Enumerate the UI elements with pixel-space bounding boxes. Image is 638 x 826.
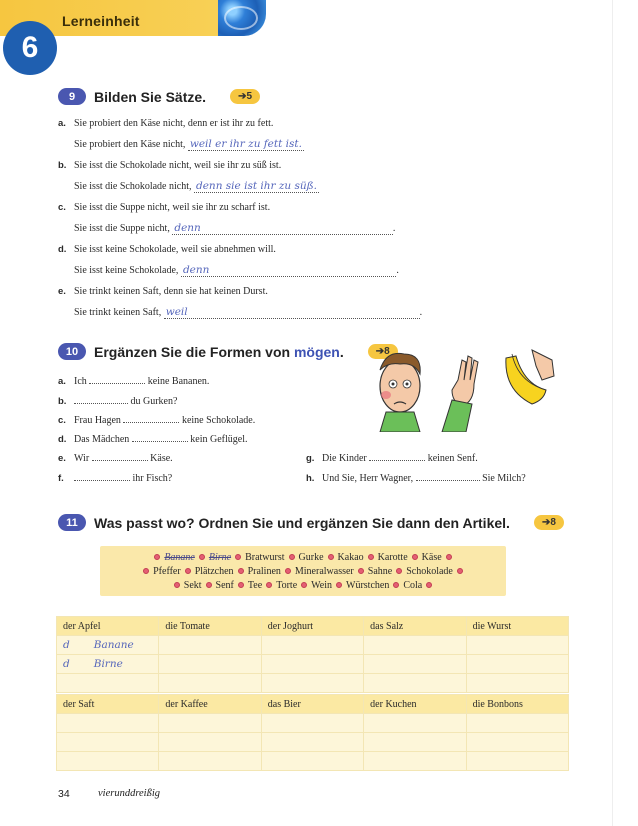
sentence-end: . bbox=[419, 307, 423, 318]
sentence-end: . bbox=[396, 265, 399, 276]
table-cell[interactable] bbox=[261, 752, 363, 771]
table-cell[interactable] bbox=[159, 714, 261, 733]
category-table-1 bbox=[56, 616, 569, 693]
table-cell[interactable] bbox=[466, 636, 568, 655]
sentence-start: Die Kinder bbox=[322, 453, 370, 464]
answer-blank[interactable] bbox=[89, 374, 145, 384]
bullet-icon bbox=[174, 582, 180, 588]
table-cell[interactable] bbox=[364, 674, 466, 693]
fill-in-line bbox=[58, 471, 172, 484]
bullet-icon bbox=[154, 554, 160, 560]
word-line-1 bbox=[100, 552, 506, 563]
bullet-icon bbox=[206, 582, 212, 588]
word-line-2 bbox=[100, 566, 506, 577]
answer-prefix: Sie probiert den Käse nicht, bbox=[74, 139, 188, 150]
item-letter: h. bbox=[306, 473, 315, 484]
page-number: 34 bbox=[58, 788, 70, 800]
unit-number-badge: 6 bbox=[3, 21, 57, 75]
bullet-icon bbox=[412, 554, 418, 560]
bullet-icon bbox=[266, 582, 272, 588]
answer-line bbox=[58, 138, 304, 151]
bullet-icon bbox=[289, 554, 295, 560]
word-item: Karotte bbox=[377, 552, 408, 563]
exercise-title: Bilden Sie Sätze. bbox=[94, 88, 207, 105]
exercise-number: 9 bbox=[58, 88, 86, 105]
sentence-start: Das Mädchen bbox=[74, 434, 132, 445]
item-letter: e. bbox=[58, 453, 66, 464]
item-letter: d. bbox=[58, 434, 67, 445]
table-cell[interactable] bbox=[57, 752, 159, 771]
question-text: Sie isst die Schokolade nicht, weil sie ihr zu süß ist. bbox=[74, 160, 282, 171]
table-cell[interactable] bbox=[57, 733, 159, 752]
table-cell[interactable] bbox=[261, 714, 363, 733]
word-item: Plätzchen bbox=[194, 566, 234, 577]
table-cell[interactable] bbox=[364, 733, 466, 752]
bullet-icon bbox=[199, 554, 205, 560]
bullet-icon bbox=[358, 568, 364, 574]
table-cell[interactable] bbox=[261, 674, 363, 693]
word-item: Mineralwasser bbox=[294, 566, 354, 577]
bullet-icon bbox=[143, 568, 149, 574]
table-cell[interactable] bbox=[466, 733, 568, 752]
sentence-end: kein Geflügel. bbox=[187, 434, 248, 445]
answer-blank[interactable] bbox=[164, 306, 420, 319]
bullet-icon bbox=[235, 554, 241, 560]
word-item: Banane bbox=[164, 552, 195, 563]
word-item: Käse bbox=[421, 552, 442, 563]
answer-prefix: Sie isst die Suppe nicht, bbox=[74, 223, 173, 234]
item-letter: e. bbox=[58, 286, 66, 297]
answer-prefix: Sie trinkt keinen Saft, bbox=[74, 307, 164, 318]
table-cell[interactable] bbox=[466, 674, 568, 693]
word-item: Senf bbox=[215, 580, 234, 591]
answer-line bbox=[58, 222, 395, 235]
bullet-icon bbox=[426, 582, 432, 588]
item-letter: d. bbox=[58, 244, 67, 255]
fill-in-line bbox=[58, 451, 173, 464]
sentence-end: keine Bananen. bbox=[145, 376, 210, 387]
word-item: Würstchen bbox=[346, 580, 390, 591]
question-line bbox=[58, 202, 270, 213]
answer-line bbox=[58, 180, 319, 193]
table-header-cell: die Wurst bbox=[466, 617, 568, 636]
question-text: Sie probiert den Käse nicht, denn er ist ihr zu fett. bbox=[74, 118, 274, 129]
reference-badge: ➔8 bbox=[534, 515, 564, 530]
table-header-cell: der Apfel bbox=[57, 617, 159, 636]
header-label: Lerneinheit bbox=[62, 13, 140, 29]
question-line bbox=[58, 118, 273, 129]
item-letter: b. bbox=[58, 160, 67, 171]
fill-in-line bbox=[58, 432, 247, 445]
answer-blank[interactable] bbox=[416, 471, 480, 481]
answer-blank[interactable] bbox=[172, 222, 392, 235]
table-cell[interactable] bbox=[159, 752, 261, 771]
fill-in-line bbox=[306, 471, 526, 484]
item-letter: a. bbox=[58, 118, 66, 129]
sentence-end: . bbox=[392, 223, 396, 234]
table-cell[interactable] bbox=[57, 714, 159, 733]
answer-blank[interactable] bbox=[194, 180, 319, 193]
table-header-cell: die Tomate bbox=[159, 617, 261, 636]
table-cell[interactable] bbox=[159, 636, 261, 655]
table-cell[interactable] bbox=[57, 655, 159, 674]
word-box bbox=[100, 546, 506, 596]
table-cell[interactable] bbox=[261, 636, 363, 655]
exercise-title: Ergänzen Sie die Formen von mögen. bbox=[94, 343, 344, 360]
bullet-icon bbox=[336, 582, 342, 588]
sentence-end: Käse. bbox=[147, 453, 173, 464]
exercise-number: 11 bbox=[58, 514, 86, 531]
table-header-cell: die Bonbons bbox=[466, 695, 568, 714]
bullet-icon bbox=[393, 582, 399, 588]
bullet-icon bbox=[238, 582, 244, 588]
answer-prefix: Sie isst keine Schokolade, bbox=[74, 265, 181, 276]
handwritten-article: d bbox=[63, 658, 70, 670]
table-cell[interactable] bbox=[261, 733, 363, 752]
table-cell[interactable] bbox=[466, 752, 568, 771]
word-item: Pralinen bbox=[247, 566, 281, 577]
answer-blank[interactable] bbox=[181, 264, 396, 277]
item-letter: a. bbox=[58, 376, 66, 387]
word-item: Kakao bbox=[337, 552, 364, 563]
water-decoration-icon bbox=[218, 0, 266, 36]
category-table-2 bbox=[56, 694, 569, 771]
fill-in-line bbox=[306, 451, 478, 464]
handwritten-answer: denn bbox=[174, 222, 201, 234]
table-row bbox=[57, 636, 569, 655]
answer-line bbox=[58, 306, 422, 319]
exercise-10-header bbox=[58, 343, 398, 360]
answer-blank[interactable] bbox=[74, 394, 128, 404]
sentence-end: ihr Fisch? bbox=[130, 473, 173, 484]
handwritten-answer: denn bbox=[182, 264, 210, 276]
reference-badge: ➔5 bbox=[230, 89, 260, 104]
handwritten-noun: Banane bbox=[93, 639, 134, 651]
table-cell[interactable] bbox=[364, 655, 466, 674]
table-cell[interactable] bbox=[364, 636, 466, 655]
table-header-cell: der Saft bbox=[57, 695, 159, 714]
answer-blank[interactable] bbox=[188, 138, 304, 151]
word-item: Tee bbox=[247, 580, 263, 591]
word-item: Wein bbox=[311, 580, 333, 591]
word-item: Sahne bbox=[367, 566, 393, 577]
table-header-cell: der Kaffee bbox=[159, 695, 261, 714]
table-header-row bbox=[57, 617, 569, 636]
sentence-start: Wir bbox=[74, 453, 92, 464]
fill-in-line bbox=[58, 374, 209, 387]
question-text: Sie trinkt keinen Saft, denn sie hat keinen Durst. bbox=[74, 286, 268, 297]
question-line bbox=[58, 286, 268, 297]
answer-blank[interactable] bbox=[369, 451, 425, 461]
page-number-word: vierunddreißig bbox=[98, 788, 161, 799]
word-item: Cola bbox=[403, 580, 423, 591]
answer-blank[interactable] bbox=[132, 432, 188, 442]
reference-badge: ➔8 bbox=[368, 344, 398, 359]
bullet-icon bbox=[285, 568, 291, 574]
word-line-3 bbox=[100, 580, 506, 591]
sentence-end: keinen Senf. bbox=[425, 453, 478, 464]
answer-line bbox=[58, 264, 399, 277]
page-edge bbox=[612, 0, 613, 826]
sentence-start: Ich bbox=[74, 376, 90, 387]
word-item: Torte bbox=[276, 580, 298, 591]
handwritten-answer: denn sie ist ihr zu süß. bbox=[196, 180, 318, 192]
question-text: Sie isst die Suppe nicht, weil sie ihr zu scharf ist. bbox=[74, 202, 271, 213]
sentence-end: Sie Milch? bbox=[479, 473, 526, 484]
table-cell[interactable] bbox=[159, 733, 261, 752]
table-cell[interactable] bbox=[159, 655, 261, 674]
table-header-cell: der Joghurt bbox=[261, 617, 363, 636]
table-cell[interactable] bbox=[159, 674, 261, 693]
bullet-icon bbox=[185, 568, 191, 574]
word-item: Pfeffer bbox=[153, 566, 181, 577]
word-item: Bratwurst bbox=[245, 552, 285, 563]
word-item: Gurke bbox=[298, 552, 324, 563]
item-letter: c. bbox=[58, 202, 66, 213]
bullet-icon bbox=[328, 554, 334, 560]
table-cell[interactable] bbox=[57, 674, 159, 693]
exercise-number: 10 bbox=[58, 343, 86, 360]
word-item: Schokolade bbox=[406, 566, 453, 577]
item-letter: c. bbox=[58, 415, 66, 426]
highlight-word: mögen bbox=[293, 343, 340, 360]
fill-in-line bbox=[58, 394, 177, 407]
question-line bbox=[58, 160, 281, 171]
item-letter: f. bbox=[58, 473, 64, 484]
question-text: Sie isst keine Schokolade, weil sie abnehmen will. bbox=[74, 244, 276, 255]
table-cell[interactable] bbox=[364, 752, 466, 771]
bullet-icon bbox=[301, 582, 307, 588]
table-cell[interactable] bbox=[261, 655, 363, 674]
bullet-icon bbox=[446, 554, 452, 560]
item-letter: b. bbox=[58, 396, 67, 407]
handwritten-article: d bbox=[63, 639, 70, 651]
table-row bbox=[57, 655, 569, 674]
bullet-icon bbox=[368, 554, 374, 560]
exercise-9-header bbox=[58, 88, 260, 105]
answer-blank[interactable] bbox=[74, 471, 130, 481]
exercise-11-header bbox=[58, 514, 564, 531]
item-letter: g. bbox=[306, 453, 315, 464]
table-header-cell: das Bier bbox=[261, 695, 363, 714]
exercise-title: Was passt wo? Ordnen Sie und ergänzen Sie dann den Artikel. bbox=[94, 514, 510, 531]
answer-blank[interactable] bbox=[92, 451, 148, 461]
handwritten-noun: Birne bbox=[93, 658, 123, 670]
word-item: Birne bbox=[208, 552, 232, 563]
question-line bbox=[58, 244, 276, 255]
table-header-cell: der Kuchen bbox=[364, 695, 466, 714]
answer-prefix: Sie isst die Schokolade nicht, bbox=[74, 181, 194, 192]
table-row bbox=[57, 674, 569, 693]
bullet-icon bbox=[457, 568, 463, 574]
table-cell[interactable] bbox=[466, 655, 568, 674]
sentence-start: Frau Hagen bbox=[74, 415, 124, 426]
answer-blank[interactable] bbox=[123, 413, 179, 423]
sentence-end: keine Schokolade. bbox=[179, 415, 256, 426]
handwritten-answer: weil er ihr zu fett ist. bbox=[189, 138, 302, 150]
table-row bbox=[57, 733, 569, 752]
table-cell[interactable] bbox=[57, 636, 159, 655]
sentence-start: Und Sie, Herr Wagner, bbox=[322, 473, 416, 484]
handwritten-answer: weil bbox=[165, 306, 188, 318]
table-header-row bbox=[57, 695, 569, 714]
table-cell[interactable] bbox=[364, 714, 466, 733]
bullet-icon bbox=[238, 568, 244, 574]
table-row bbox=[57, 752, 569, 771]
word-item: Sekt bbox=[183, 580, 202, 591]
man-refusing-bananas-illustration bbox=[356, 340, 556, 432]
table-row bbox=[57, 714, 569, 733]
fill-in-line bbox=[58, 413, 255, 426]
sentence-end: du Gurken? bbox=[128, 396, 178, 407]
bullet-icon bbox=[396, 568, 402, 574]
table-cell[interactable] bbox=[466, 714, 568, 733]
table-header-cell: das Salz bbox=[364, 617, 466, 636]
